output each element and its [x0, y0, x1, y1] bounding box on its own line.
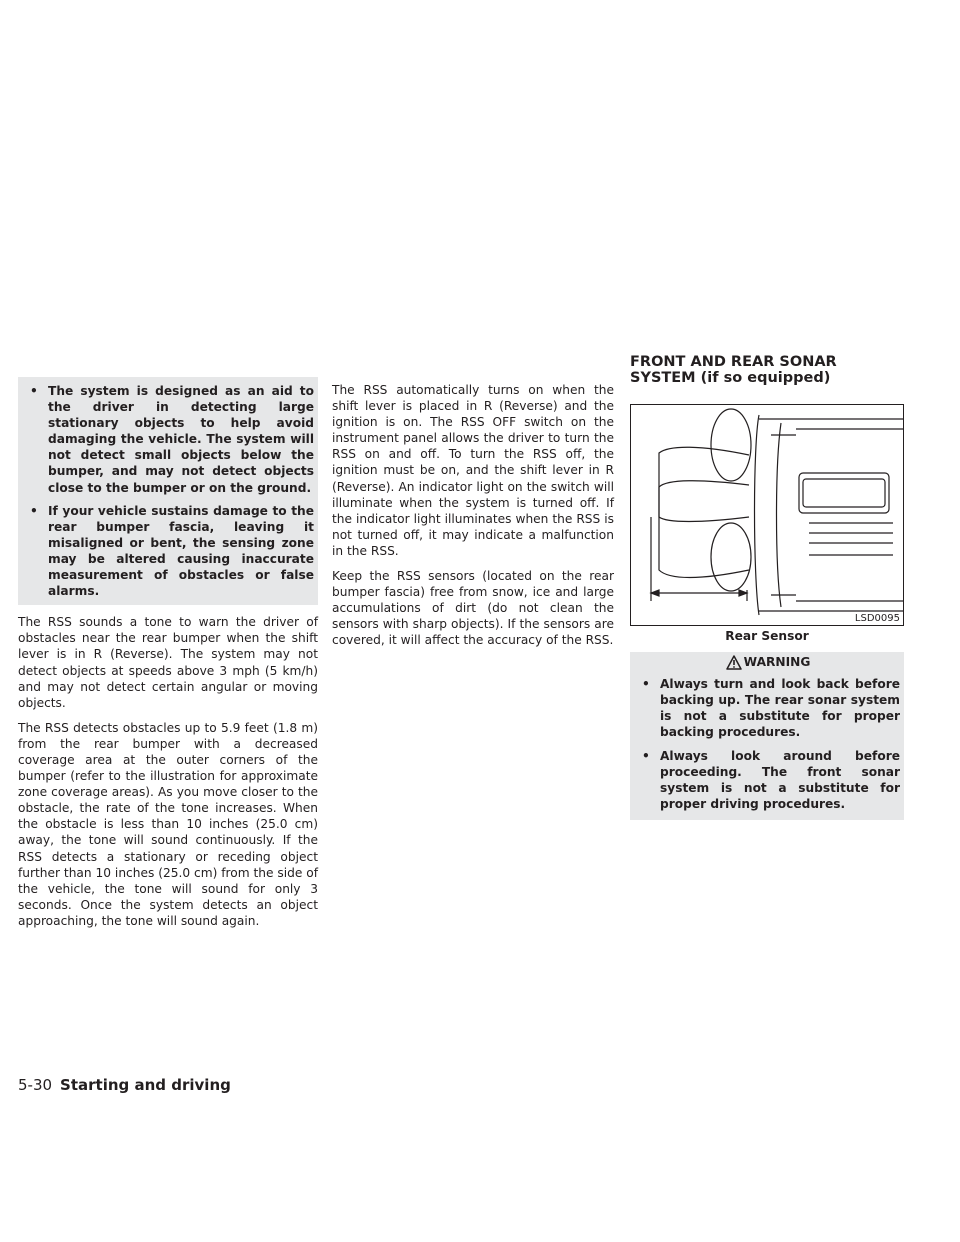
warning-triangle-icon [726, 655, 742, 670]
section-title: FRONT AND REAR SONAR SYSTEM (if so equipped) [630, 354, 837, 386]
caution-box [18, 377, 318, 605]
bullet: • [30, 503, 38, 518]
corner-zone-bottom [711, 523, 751, 591]
body-paragraph: The RSS automatically turns on when the shift lever is placed in R (Reverse) and the ignition is on. The RSS OFF switch on the instrument panel allows the driver to turn the RSS on and off. To turn the RSS off, the ignition must be on, and the shift lever in R (Reverse). An indicator light on the switch will illuminate when the system is turned off. If the indicator light illuminates when the RSS is not turned off, it may indicate a malfunction in the RSS. [332, 383, 614, 558]
left-column [18, 377, 318, 938]
warning-item-text: Always turn and look back before backing up. The rear sonar system is not a substitute for proper backing procedures. [660, 677, 900, 740]
taillight-lines [771, 435, 796, 595]
bed-lines [809, 523, 893, 555]
bed-panel-inner [803, 479, 885, 507]
body-paragraph: The RSS detects obstacles up to 5.9 feet (1.8 m) from the rear bumper with a decreased coverage area at the outer corners of the bumper (refer to the illustration for approximate zone coverage areas). As you move closer to the obstacle, the rate of the tone increases. When the obstacle is less than 10 inches (25.0 cm) away, the tone will sound continuously. If the RSS detects a stationary or receding object further than 10 inches (25.0 cm) from the side of the vehicle, the tone will sound for only 3 seconds. Once the system detects an object approaching, the tone will sound again. [18, 720, 318, 928]
middle-column [332, 382, 614, 658]
body-paragraph: The RSS sounds a tone to warn the driver of obstacles near the rear bumper when the shift lever is in R (Reverse). The system may not detect objects at speeds above 3 mph (5 km/h) and may not detect certain angular or moving objects. [18, 615, 318, 710]
body-paragraph: Keep the RSS sensors (located on the rear bumper fascia) free from snow, ice and large accumulations of dirt (do not clean the sensors with sharp objects). If the sensors are covered, it will affect the accuracy of the RSS. [332, 569, 614, 648]
dimension-extensions [651, 517, 747, 601]
right-column [630, 354, 904, 820]
corner-zone-top [711, 409, 751, 481]
caution-list [24, 383, 314, 599]
chapter-title: Starting and driving [60, 1076, 231, 1094]
warning-header [636, 654, 900, 670]
warning-item [636, 676, 900, 740]
bed-rails [796, 429, 903, 601]
bullet: • [642, 748, 650, 763]
caution-item [24, 383, 314, 496]
figure-caption: Rear Sensor [725, 629, 809, 643]
rear-sensor-illustration [631, 405, 903, 625]
center-zone-outer [659, 447, 749, 577]
caution-item-text: The system is designed as an aid to the driver in detecting large stationary objects to help avoid damaging the vehicle. The system will not detect small objects below the bumper, and may not detect objects close to the bumper or on the ground. [48, 384, 314, 495]
bullet: • [642, 677, 650, 692]
rear-bumper-outline [755, 415, 760, 615]
center-zone-inner [659, 481, 749, 522]
page-number: 5-30 [18, 1076, 53, 1094]
caution-item [24, 503, 314, 600]
warning-item [636, 748, 900, 812]
figure-code: LSD0095 [854, 613, 900, 624]
rear-sensor-figure [630, 404, 904, 626]
warning-list [636, 676, 900, 812]
warning-box [630, 652, 904, 820]
caution-item-text: If your vehicle sustains damage to the rear bumper fascia, leaving it misaligned or bent, the sensing zone may be altered causing inaccurate measurement of obstacles or false alarms. [48, 503, 314, 599]
bullet: • [30, 384, 38, 398]
warning-title: WARNING [743, 655, 811, 670]
tailgate-line [777, 423, 782, 607]
warning-item-text: Always look around before proceeding. The front sonar system is not a substitute for proper driving procedures. [660, 748, 900, 811]
page-footer [18, 1076, 231, 1094]
